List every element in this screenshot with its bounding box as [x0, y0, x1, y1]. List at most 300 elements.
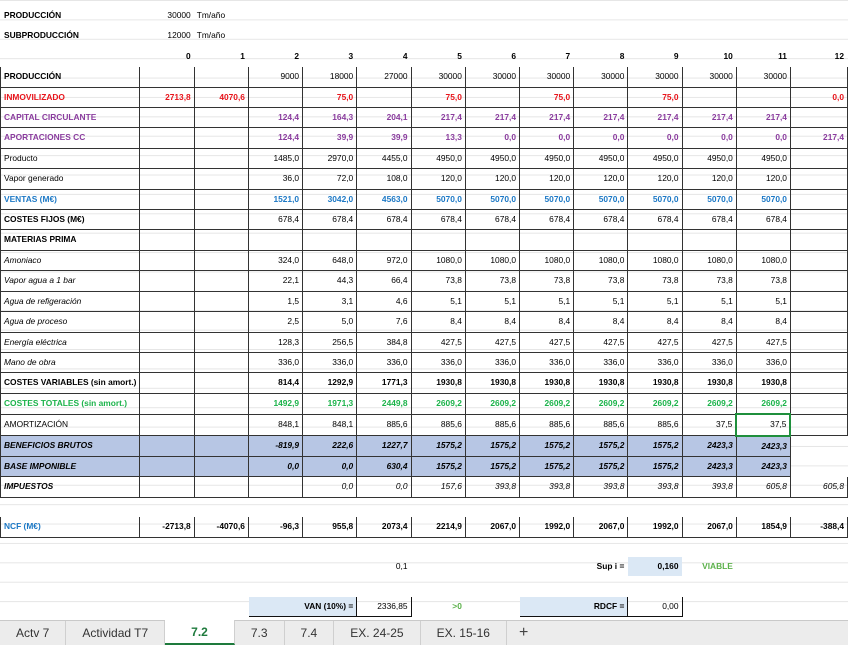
row-produccion-y2[interactable]: 9000: [248, 67, 302, 87]
row-costes-fijos-y2[interactable]: 678,4: [248, 210, 302, 230]
row-inmovilizado-y2[interactable]: [248, 87, 302, 107]
year-header-0[interactable]: 0: [186, 50, 191, 61]
row-energia-electrica-y10[interactable]: 427,5: [682, 332, 736, 352]
empty-cell[interactable]: [520, 497, 574, 516]
row-costes-fijos-y3[interactable]: 678,4: [303, 210, 357, 230]
row-produccion-y8[interactable]: 30000: [574, 67, 628, 87]
year-header-8[interactable]: 8: [619, 50, 625, 61]
row-energia-electrica-y2[interactable]: 128,3: [248, 332, 302, 352]
empty-cell[interactable]: [682, 497, 736, 516]
row-produccion-y3[interactable]: 18000: [303, 67, 357, 87]
empty-cell[interactable]: [465, 26, 519, 46]
row-beneficios-brutos-y6[interactable]: 1575,2: [465, 436, 519, 457]
empty-cell[interactable]: [303, 537, 357, 556]
row-inmovilizado-y1[interactable]: 4070,6: [194, 87, 248, 107]
row-aportaciones-cc-y0[interactable]: [140, 128, 194, 148]
row-capital-circulante-label[interactable]: CAPITAL CIRCULANTE: [1, 108, 140, 128]
row-amoniaco-y5[interactable]: 1080,0: [411, 250, 465, 270]
row-capital-circulante-y12[interactable]: [790, 108, 847, 128]
row-beneficios-brutos-y8[interactable]: 1575,2: [574, 436, 628, 457]
row-materias-prima-y6[interactable]: [465, 230, 519, 250]
empty-cell[interactable]: [248, 577, 302, 596]
row-agua-refrigeracion-y2[interactable]: 1,5: [248, 291, 302, 311]
row-ventas-y4[interactable]: 4563,0: [357, 189, 411, 209]
row-energia-electrica-y11[interactable]: 427,5: [736, 332, 790, 352]
row-inmovilizado-y10[interactable]: [682, 87, 736, 107]
empty-cell[interactable]: [574, 577, 628, 596]
row-base-imponible-y11[interactable]: 2423,3: [736, 456, 790, 476]
row-vapor-generado-y0[interactable]: [140, 169, 194, 189]
empty-cell[interactable]: [357, 26, 411, 46]
row-inmovilizado-y11[interactable]: [736, 87, 790, 107]
row-ventas-y2[interactable]: 1521,0: [248, 189, 302, 209]
row-produccion-y12[interactable]: [790, 67, 847, 87]
row-vapor-agua-y6[interactable]: 73,8: [465, 271, 519, 291]
row-materias-prima-y9[interactable]: [628, 230, 682, 250]
row-amortizacion-label[interactable]: AMORTIZACIÓN: [1, 414, 140, 435]
van-label[interactable]: VAN (10%) =: [248, 596, 356, 616]
row-ventas-y10[interactable]: 5070,0: [682, 189, 736, 209]
empty-cell[interactable]: [736, 556, 790, 576]
row-materias-prima-y1[interactable]: [194, 230, 248, 250]
empty-cell[interactable]: [357, 577, 411, 596]
row-beneficios-brutos-y1[interactable]: [194, 436, 248, 457]
row-amortizacion-y1[interactable]: [194, 414, 248, 435]
empty-cell[interactable]: [736, 497, 790, 516]
row-ventas-label[interactable]: VENTAS (M€): [1, 189, 140, 209]
empty-cell[interactable]: [411, 6, 465, 26]
row-costes-totales-y7[interactable]: 2609,2: [520, 393, 574, 414]
row-vapor-agua-y11[interactable]: 73,8: [736, 271, 790, 291]
header-subproduccion-unit[interactable]: Tm/año: [196, 30, 226, 41]
row-ncf-y9[interactable]: 1992,0: [628, 517, 682, 537]
row-impuestos-y4[interactable]: 0,0: [357, 477, 411, 497]
row-impuestos-y9[interactable]: 393,8: [628, 477, 682, 497]
row-ventas-y7[interactable]: 5070,0: [520, 189, 574, 209]
empty-cell[interactable]: [465, 577, 519, 596]
row-mano-obra-y2[interactable]: 336,0: [248, 352, 302, 372]
row-vapor-generado-y8[interactable]: 120,0: [574, 169, 628, 189]
row-agua-refrigeracion-y11[interactable]: 5,1: [736, 291, 790, 311]
row-impuestos-y6[interactable]: 393,8: [465, 477, 519, 497]
row-agua-refrigeracion-y12[interactable]: [790, 291, 847, 311]
row-costes-variables-y2[interactable]: 814,4: [248, 373, 302, 393]
row-aportaciones-cc-label[interactable]: APORTACIONES CC: [1, 128, 140, 148]
row-energia-electrica-y5[interactable]: 427,5: [411, 332, 465, 352]
empty-cell[interactable]: [194, 596, 248, 616]
row-capital-circulante-y9[interactable]: 217,4: [628, 108, 682, 128]
row-vapor-generado-y7[interactable]: 120,0: [520, 169, 574, 189]
empty-cell[interactable]: [574, 537, 628, 556]
row-agua-proceso-y10[interactable]: 8,4: [682, 312, 736, 332]
row-costes-totales-y0[interactable]: [140, 393, 194, 414]
row-materias-prima-y0[interactable]: [140, 230, 194, 250]
row-materias-prima-y2[interactable]: [248, 230, 302, 250]
row-amortizacion-y5[interactable]: 885,6: [411, 414, 465, 435]
year-header-1[interactable]: 1: [240, 50, 245, 61]
row-aportaciones-cc-y2[interactable]: 124,4: [248, 128, 302, 148]
row-costes-fijos-label[interactable]: COSTES FIJOS (M€): [1, 210, 140, 230]
row-agua-proceso-y0[interactable]: [140, 312, 194, 332]
row-base-imponible-y5[interactable]: 1575,2: [411, 456, 465, 476]
year-header-2[interactable]: 2: [294, 50, 300, 61]
van-gt-zero[interactable]: >0: [452, 600, 462, 611]
row-vapor-generado-y9[interactable]: 120,0: [628, 169, 682, 189]
row-ventas-y1[interactable]: [194, 189, 248, 209]
row-ncf-y11[interactable]: 1854,9: [736, 517, 790, 537]
header-produccion-value[interactable]: 30000: [167, 10, 191, 20]
row-costes-variables-y0[interactable]: [140, 373, 194, 393]
row-mano-obra-y12[interactable]: [790, 352, 847, 372]
row-costes-totales-y10[interactable]: 2609,2: [682, 393, 736, 414]
row-producto-y4[interactable]: 4455,0: [357, 148, 411, 168]
row-materias-prima-y12[interactable]: [790, 230, 847, 250]
row-base-imponible-y9[interactable]: 1575,2: [628, 456, 682, 476]
row-ncf-y12[interactable]: -388,4: [790, 517, 847, 537]
row-agua-refrigeracion-y9[interactable]: 5,1: [628, 291, 682, 311]
empty-cell[interactable]: [628, 537, 682, 556]
row-producto-y12[interactable]: [790, 148, 847, 168]
row-inmovilizado-y4[interactable]: [357, 87, 411, 107]
row-costes-totales-y8[interactable]: 2609,2: [574, 393, 628, 414]
row-agua-refrigeracion-y7[interactable]: 5,1: [520, 291, 574, 311]
row-beneficios-brutos-y11[interactable]: 2423,3: [736, 436, 790, 457]
empty-cell[interactable]: [790, 577, 847, 596]
row-beneficios-brutos-y3[interactable]: 222,6: [303, 436, 357, 457]
row-agua-proceso-label[interactable]: Agua de proceso: [1, 312, 140, 332]
coste-capital-label[interactable]: [248, 556, 356, 576]
row-mano-obra-y3[interactable]: 336,0: [303, 352, 357, 372]
row-capital-circulante-y4[interactable]: 204,1: [357, 108, 411, 128]
empty-cell[interactable]: [194, 577, 248, 596]
empty-cell[interactable]: [140, 577, 194, 596]
add-sheet-icon[interactable]: +: [518, 624, 529, 641]
row-agua-proceso-y3[interactable]: 5,0: [303, 312, 357, 332]
row-amortizacion-y10[interactable]: 37,5: [682, 414, 736, 435]
tab-7-2[interactable]: 7.2: [165, 620, 235, 645]
row-mano-obra-y7[interactable]: 336,0: [520, 352, 574, 372]
row-producto-label[interactable]: Producto: [1, 148, 140, 168]
row-producto-y5[interactable]: 4950,0: [411, 148, 465, 168]
row-vapor-agua-y8[interactable]: 73,8: [574, 271, 628, 291]
row-ventas-y9[interactable]: 5070,0: [628, 189, 682, 209]
row-base-imponible-y12[interactable]: [790, 456, 847, 476]
row-aportaciones-cc-y12[interactable]: 217,4: [790, 128, 847, 148]
empty-cell[interactable]: [248, 26, 302, 46]
empty-cell[interactable]: [628, 6, 682, 26]
row-amortizacion-y7[interactable]: 885,6: [520, 414, 574, 435]
row-ventas-y12[interactable]: [790, 189, 847, 209]
row-amoniaco-y11[interactable]: 1080,0: [736, 250, 790, 270]
row-agua-proceso-y1[interactable]: [194, 312, 248, 332]
row-inmovilizado-label[interactable]: INMOVILIZADO: [1, 87, 140, 107]
row-base-imponible-y6[interactable]: 1575,2: [465, 456, 519, 476]
row-impuestos-y8[interactable]: 393,8: [574, 477, 628, 497]
row-mano-obra-y0[interactable]: [140, 352, 194, 372]
row-energia-electrica-y4[interactable]: 384,8: [357, 332, 411, 352]
van-value[interactable]: 2336,85: [357, 596, 411, 616]
row-aportaciones-cc-y6[interactable]: 0,0: [465, 128, 519, 148]
row-ncf-y1[interactable]: -4070,6: [194, 517, 248, 537]
row-producto-y2[interactable]: 1485,0: [248, 148, 302, 168]
row-costes-fijos-y12[interactable]: [790, 210, 847, 230]
empty-cell[interactable]: [140, 556, 194, 576]
row-aportaciones-cc-y11[interactable]: 0,0: [736, 128, 790, 148]
tab-7-4[interactable]: 7.4: [285, 621, 335, 645]
row-materias-prima-y7[interactable]: [520, 230, 574, 250]
row-base-imponible-y10[interactable]: 2423,3: [682, 456, 736, 476]
row-ncf-y5[interactable]: 2214,9: [411, 517, 465, 537]
row-vapor-agua-y10[interactable]: 73,8: [682, 271, 736, 291]
row-agua-refrigeracion-y3[interactable]: 3,1: [303, 291, 357, 311]
row-costes-totales-y6[interactable]: 2609,2: [465, 393, 519, 414]
row-ventas-y3[interactable]: 3042,0: [303, 189, 357, 209]
viable-label-1[interactable]: VIABLE: [702, 560, 733, 571]
header-produccion-unit[interactable]: Tm/año: [196, 10, 226, 20]
row-costes-variables-y12[interactable]: [790, 373, 847, 393]
row-produccion-y9[interactable]: 30000: [628, 67, 682, 87]
year-header-4[interactable]: 4: [402, 50, 408, 61]
row-materias-prima-y5[interactable]: [411, 230, 465, 250]
row-capital-circulante-y8[interactable]: 217,4: [574, 108, 628, 128]
row-costes-totales-label[interactable]: COSTES TOTALES (sin amort.): [1, 393, 140, 414]
empty-cell[interactable]: [194, 556, 248, 576]
row-base-imponible-y7[interactable]: 1575,2: [520, 456, 574, 476]
row-costes-fijos-y7[interactable]: 678,4: [520, 210, 574, 230]
row-agua-refrigeracion-y1[interactable]: [194, 291, 248, 311]
row-capital-circulante-y7[interactable]: 217,4: [520, 108, 574, 128]
row-beneficios-brutos-y10[interactable]: 2423,3: [682, 436, 736, 457]
row-base-imponible-y1[interactable]: [194, 456, 248, 476]
year-header-9[interactable]: 9: [673, 50, 679, 61]
row-impuestos-y12[interactable]: 605,8: [790, 477, 847, 497]
row-costes-variables-y5[interactable]: 1930,8: [411, 373, 465, 393]
row-energia-electrica-y6[interactable]: 427,5: [465, 332, 519, 352]
row-agua-proceso-y8[interactable]: 8,4: [574, 312, 628, 332]
row-costes-totales-y12[interactable]: [790, 393, 847, 414]
empty-cell[interactable]: [520, 537, 574, 556]
row-costes-variables-y1[interactable]: [194, 373, 248, 393]
row-ventas-y6[interactable]: 5070,0: [465, 189, 519, 209]
row-impuestos-y11[interactable]: 605,8: [736, 477, 790, 497]
empty-cell[interactable]: [736, 577, 790, 596]
row-agua-proceso-y7[interactable]: 8,4: [520, 312, 574, 332]
empty-cell[interactable]: [248, 537, 302, 556]
row-producto-y6[interactable]: 4950,0: [465, 148, 519, 168]
row-energia-electrica-y12[interactable]: [790, 332, 847, 352]
row-costes-fijos-y10[interactable]: 678,4: [682, 210, 736, 230]
row-agua-proceso-y6[interactable]: 8,4: [465, 312, 519, 332]
row-inmovilizado-y7[interactable]: 75,0: [520, 87, 574, 107]
row-base-imponible-y4[interactable]: 630,4: [357, 456, 411, 476]
row-vapor-generado-y12[interactable]: [790, 169, 847, 189]
row-base-imponible-y2[interactable]: 0,0: [248, 456, 302, 476]
row-costes-fijos-y11[interactable]: 678,4: [736, 210, 790, 230]
row-amoniaco-y7[interactable]: 1080,0: [520, 250, 574, 270]
row-vapor-generado-y2[interactable]: 36,0: [248, 169, 302, 189]
empty-cell[interactable]: [465, 537, 519, 556]
tab-actividad-t7[interactable]: Actividad T7: [66, 621, 165, 645]
row-materias-prima-y8[interactable]: [574, 230, 628, 250]
row-produccion-y1[interactable]: [194, 67, 248, 87]
row-energia-electrica-y8[interactable]: 427,5: [574, 332, 628, 352]
empty-cell[interactable]: [790, 556, 847, 576]
row-ncf-y2[interactable]: -96,3: [248, 517, 302, 537]
row-ncf-label[interactable]: NCF (M€): [1, 517, 140, 537]
row-agua-refrigeracion-y8[interactable]: 5,1: [574, 291, 628, 311]
row-vapor-agua-y9[interactable]: 73,8: [628, 271, 682, 291]
empty-cell[interactable]: [411, 537, 465, 556]
row-impuestos-y5[interactable]: 157,6: [411, 477, 465, 497]
empty-cell[interactable]: [790, 537, 847, 556]
row-inmovilizado-y0[interactable]: 2713,8: [140, 87, 194, 107]
empty-cell[interactable]: [1, 577, 140, 596]
row-inmovilizado-y5[interactable]: 75,0: [411, 87, 465, 107]
row-impuestos-y10[interactable]: 393,8: [682, 477, 736, 497]
row-mano-obra-y10[interactable]: 336,0: [682, 352, 736, 372]
row-ventas-y0[interactable]: [140, 189, 194, 209]
row-mano-obra-y8[interactable]: 336,0: [574, 352, 628, 372]
row-amortizacion-y4[interactable]: 885,6: [357, 414, 411, 435]
row-vapor-generado-y5[interactable]: 120,0: [411, 169, 465, 189]
row-ncf-y8[interactable]: 2067,0: [574, 517, 628, 537]
row-amortizacion-y9[interactable]: 885,6: [628, 414, 682, 435]
row-agua-refrigeracion-y6[interactable]: 5,1: [465, 291, 519, 311]
row-vapor-agua-y3[interactable]: 44,3: [303, 271, 357, 291]
row-beneficios-brutos-y9[interactable]: 1575,2: [628, 436, 682, 457]
row-mano-obra-y6[interactable]: 336,0: [465, 352, 519, 372]
row-amoniaco-y0[interactable]: [140, 250, 194, 270]
empty-cell[interactable]: [194, 537, 248, 556]
row-ncf-y0[interactable]: -2713,8: [140, 517, 194, 537]
row-vapor-agua-y7[interactable]: 73,8: [520, 271, 574, 291]
row-vapor-generado-y4[interactable]: 108,0: [357, 169, 411, 189]
row-materias-prima-y11[interactable]: [736, 230, 790, 250]
row-mano-obra-y1[interactable]: [194, 352, 248, 372]
empty-cell[interactable]: [682, 6, 736, 26]
row-impuestos-y0[interactable]: [140, 477, 194, 497]
row-agua-proceso-y4[interactable]: 7,6: [357, 312, 411, 332]
empty-cell[interactable]: [790, 596, 847, 616]
row-costes-variables-y9[interactable]: 1930,8: [628, 373, 682, 393]
row-amoniaco-y9[interactable]: 1080,0: [628, 250, 682, 270]
row-inmovilizado-y3[interactable]: 75,0: [303, 87, 357, 107]
empty-cell[interactable]: [790, 6, 847, 26]
empty-cell[interactable]: [303, 26, 357, 46]
row-costes-fijos-y9[interactable]: 678,4: [628, 210, 682, 230]
row-inmovilizado-y6[interactable]: [465, 87, 519, 107]
empty-cell[interactable]: [303, 577, 357, 596]
rdcf-label[interactable]: RDCF =: [520, 596, 628, 616]
row-impuestos-label[interactable]: IMPUESTOS: [1, 477, 140, 497]
row-agua-proceso-y12[interactable]: [790, 312, 847, 332]
row-ncf-y7[interactable]: 1992,0: [520, 517, 574, 537]
empty-cell[interactable]: [520, 577, 574, 596]
row-impuestos-y3[interactable]: 0,0: [303, 477, 357, 497]
empty-cell[interactable]: [682, 577, 736, 596]
row-materias-prima-y4[interactable]: [357, 230, 411, 250]
row-inmovilizado-y8[interactable]: [574, 87, 628, 107]
row-impuestos-y2[interactable]: [248, 477, 302, 497]
row-agua-refrigeracion-label[interactable]: Agua de refigeración: [1, 291, 140, 311]
row-amortizacion-y6[interactable]: 885,6: [465, 414, 519, 435]
empty-cell[interactable]: [411, 556, 465, 576]
year-header-11[interactable]: 11: [778, 50, 787, 61]
year-header-7[interactable]: 7: [565, 50, 571, 61]
row-impuestos-y1[interactable]: [194, 477, 248, 497]
row-costes-totales-y3[interactable]: 1971,3: [303, 393, 357, 414]
row-amoniaco-y2[interactable]: 324,0: [248, 250, 302, 270]
row-produccion-y7[interactable]: 30000: [520, 67, 574, 87]
row-amortizacion-y12[interactable]: [790, 414, 847, 435]
row-mano-obra-y11[interactable]: 336,0: [736, 352, 790, 372]
row-vapor-agua-y4[interactable]: 66,4: [357, 271, 411, 291]
row-base-imponible-y8[interactable]: 1575,2: [574, 456, 628, 476]
empty-cell[interactable]: [790, 26, 847, 46]
row-agua-proceso-y5[interactable]: 8,4: [411, 312, 465, 332]
row-impuestos-y7[interactable]: 393,8: [520, 477, 574, 497]
row-ventas-y5[interactable]: 5070,0: [411, 189, 465, 209]
row-vapor-generado-y3[interactable]: 72,0: [303, 169, 357, 189]
row-materias-prima-y10[interactable]: [682, 230, 736, 250]
row-ncf-y4[interactable]: 2073,4: [357, 517, 411, 537]
empty-cell[interactable]: [1, 497, 140, 516]
row-ventas-y11[interactable]: 5070,0: [736, 189, 790, 209]
row-amortizacion-y0[interactable]: [140, 414, 194, 435]
year-header-10[interactable]: 10: [723, 50, 733, 61]
row-inmovilizado-y9[interactable]: 75,0: [628, 87, 682, 107]
row-producto-y0[interactable]: [140, 148, 194, 168]
empty-cell[interactable]: [465, 6, 519, 26]
row-materias-prima-label[interactable]: MATERIAS PRIMA: [1, 230, 140, 250]
header-subproduccion-label[interactable]: SUBPRODUCCIÓN: [4, 30, 79, 41]
tab-ex-15-16[interactable]: EX. 15-16: [421, 621, 507, 645]
row-costes-fijos-y1[interactable]: [194, 210, 248, 230]
row-beneficios-brutos-y4[interactable]: 1227,7: [357, 436, 411, 457]
row-producto-y1[interactable]: [194, 148, 248, 168]
empty-cell[interactable]: [248, 497, 302, 516]
row-costes-fijos-y4[interactable]: 678,4: [357, 210, 411, 230]
row-costes-variables-y11[interactable]: 1930,8: [736, 373, 790, 393]
row-energia-electrica-y9[interactable]: 427,5: [628, 332, 682, 352]
row-vapor-generado-label[interactable]: Vapor generado: [1, 169, 140, 189]
row-costes-variables-y4[interactable]: 1771,3: [357, 373, 411, 393]
row-beneficios-brutos-y0[interactable]: [140, 436, 194, 457]
row-aportaciones-cc-y5[interactable]: 13,3: [411, 128, 465, 148]
empty-cell[interactable]: [736, 537, 790, 556]
row-costes-fijos-y8[interactable]: 678,4: [574, 210, 628, 230]
row-mano-obra-label[interactable]: Mano de obra: [1, 352, 140, 372]
empty-cell[interactable]: [465, 556, 519, 576]
empty-cell[interactable]: [411, 497, 465, 516]
row-energia-electrica-y7[interactable]: 427,5: [520, 332, 574, 352]
coste-capital-value[interactable]: 0,1: [395, 560, 408, 571]
row-producto-y7[interactable]: 4950,0: [520, 148, 574, 168]
row-amortizacion-y8[interactable]: 885,6: [574, 414, 628, 435]
empty-cell[interactable]: [736, 6, 790, 26]
empty-cell[interactable]: [357, 537, 411, 556]
row-inmovilizado-y12[interactable]: 0,0: [790, 87, 847, 107]
row-agua-refrigeracion-y5[interactable]: 5,1: [411, 291, 465, 311]
row-producto-y10[interactable]: 4950,0: [682, 148, 736, 168]
empty-cell[interactable]: [574, 26, 628, 46]
row-vapor-generado-y6[interactable]: 120,0: [465, 169, 519, 189]
row-amortizacion-y2[interactable]: 848,1: [248, 414, 302, 435]
row-energia-electrica-y0[interactable]: [140, 332, 194, 352]
row-materias-prima-y3[interactable]: [303, 230, 357, 250]
row-costes-totales-y2[interactable]: 1492,9: [248, 393, 302, 414]
empty-cell[interactable]: [628, 26, 682, 46]
